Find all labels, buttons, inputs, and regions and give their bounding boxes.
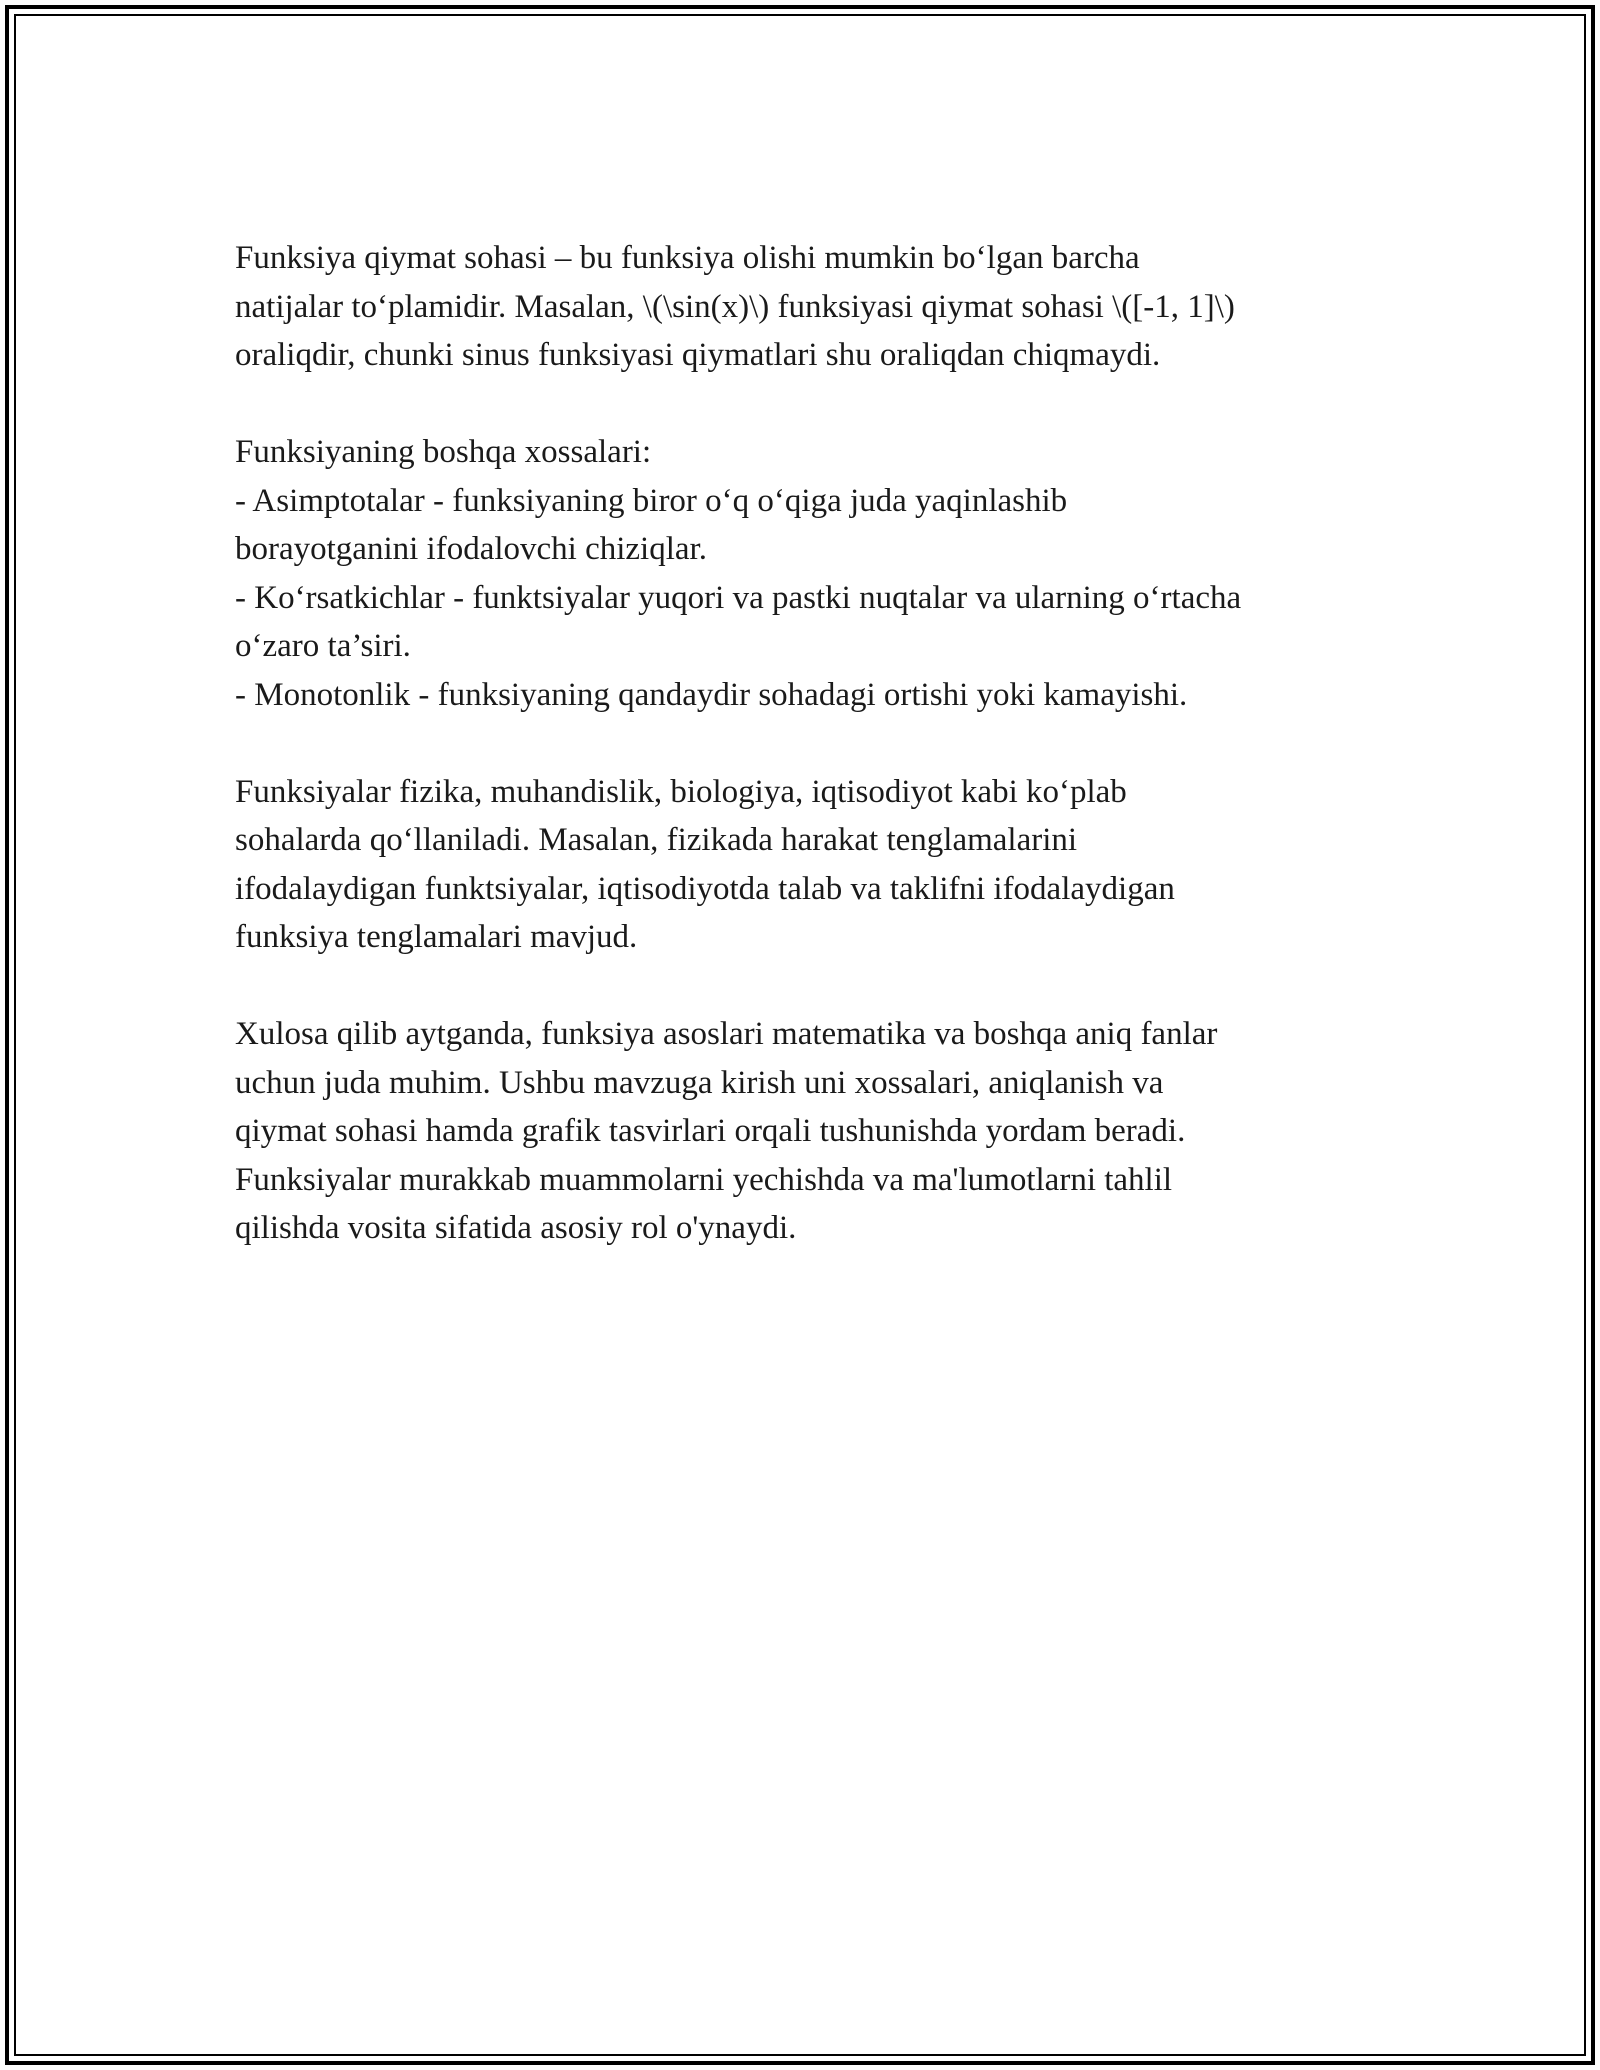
text-line: sohalarda qo‘llaniladi. Masalan, fizikada harakat tenglamalarini	[235, 822, 1078, 858]
text-line: Funksiyalar murakkab muammolarni yechishda va ma'lumotlarni tahlil	[235, 1161, 1173, 1198]
text-line: qiymat sohasi hamda grafik tasvirlari orqali tushunishda yordam beradi.	[235, 1113, 1186, 1149]
paragraph-applications	[235, 768, 1365, 962]
document-body	[235, 234, 1365, 1301]
text-line: oraliqdir, chunki sinus funksiyasi qiymatlari shu oraliqdan chiqmaydi.	[235, 337, 1161, 373]
paragraph-function-properties	[235, 428, 1365, 719]
text-line: uchun juda muhim. Ushbu mavzuga kirish uni xossalari, aniqlanish va	[235, 1064, 1164, 1101]
paragraph-value-range	[235, 234, 1365, 380]
text-line: Xulosa qilib aytganda, funksiya asoslari matematika va boshqa aniq fanlar	[235, 1016, 1218, 1052]
list-item-asymptotes: - Asimptotalar - funksiyaning biror o‘q o‘qiga juda yaqinlashib	[235, 482, 1068, 519]
list-item-monotonicity: - Monotonlik - funksiyaning qandaydir sohadagi ortishi yoki kamayishi.	[235, 676, 1188, 713]
text-line: natijalar to‘plamidir. Masalan, \(\sin(x)\) funksiyasi qiymat sohasi \([-1, 1]\)	[235, 288, 1235, 325]
text-line: Funksiya qiymat sohasi – bu funksiya olishi mumkin bo‘lgan barcha	[235, 240, 1140, 276]
paragraph-conclusion	[235, 1010, 1365, 1253]
text-line: ifodalaydigan funktsiyalar, iqtisodiyotda talab va taklifni ifodalaydigan	[235, 870, 1175, 907]
list-heading: Funksiyaning boshqa xossalari:	[235, 434, 652, 470]
text-line: borayotganini ifodalovchi chiziqlar.	[235, 531, 707, 567]
list-item-indicators: - Ko‘rsatkichlar - funktsiyalar yuqori va pastki nuqtalar va ularning o‘rtacha	[235, 579, 1242, 616]
text-line: o‘zaro ta’siri.	[235, 628, 411, 664]
text-line: Funksiyalar fizika, muhandislik, biologiya, iqtisodiyot kabi ko‘plab	[235, 773, 1127, 810]
text-line: qilishda vosita sifatida asosiy rol o'ynaydi.	[235, 1210, 797, 1246]
text-line: funksiya tenglamalari mavjud.	[235, 919, 638, 955]
